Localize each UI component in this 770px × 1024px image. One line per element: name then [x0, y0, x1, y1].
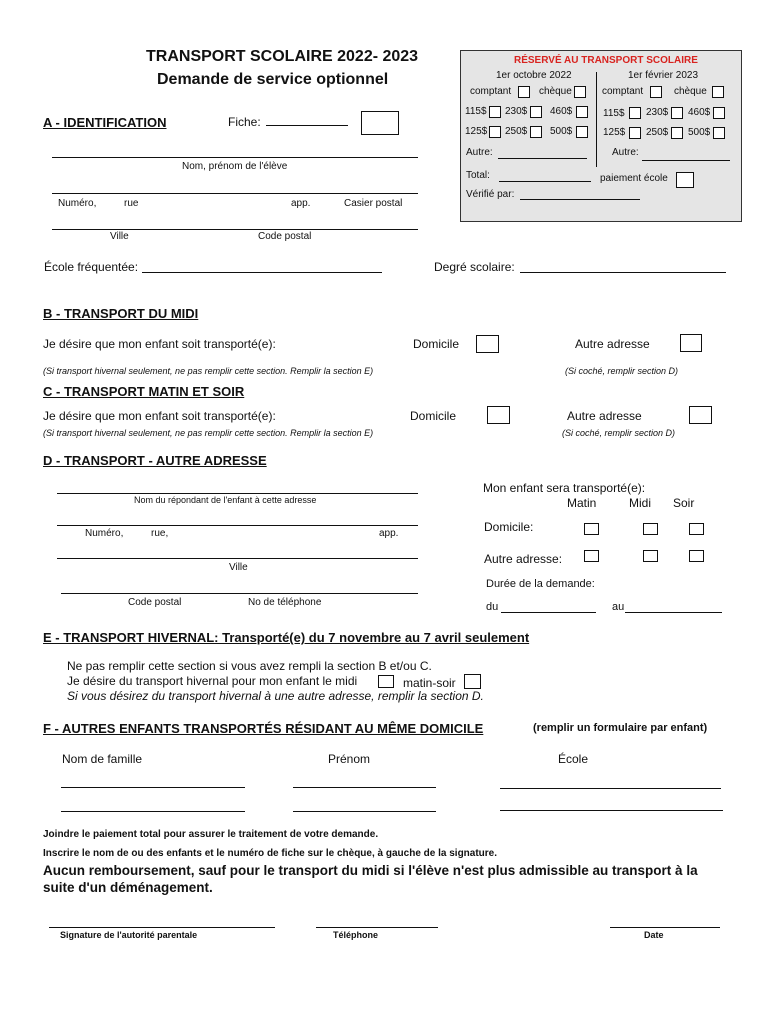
label-casier: Casier postal [344, 198, 403, 209]
d-domicile-soir-checkbox[interactable] [689, 523, 704, 535]
section-b-note-left: (Si transport hivernal seulement, ne pas remplir cette section. Remplir la section E) [43, 366, 374, 376]
fiche-box[interactable] [361, 111, 399, 135]
checkbox-comptant-feb[interactable] [650, 86, 662, 98]
f-prenom-line-2[interactable] [293, 811, 436, 812]
label-nom-eleve: Nom, prénom de l'élève [182, 161, 288, 172]
label-app: app. [291, 198, 311, 209]
section-f-title: F - AUTRES ENFANTS TRANSPORTÉS RÉSIDANT AU MÊME DOMICILE [43, 721, 484, 736]
signature-line[interactable] [49, 927, 275, 928]
degre-line[interactable] [520, 272, 726, 273]
label-cheque-2: chèque [674, 86, 707, 97]
col-ecole: École [558, 752, 589, 766]
section-e-line3: Si vous désirez du transport hivernal à une autre adresse, remplir la section D. [67, 689, 484, 703]
checkbox-230-feb[interactable] [671, 107, 683, 119]
label-ville: Ville [110, 231, 129, 242]
checkbox-230-oct[interactable] [530, 106, 542, 118]
label-d-numero: Numéro, [85, 528, 124, 539]
checkbox-paiement-ecole[interactable] [676, 172, 694, 188]
section-b-autre-label: Autre adresse [575, 337, 650, 351]
autre-oct-line[interactable] [498, 158, 587, 159]
section-e-line1: Ne pas remplir cette section si vous avez rempli la section B et/ou C. [67, 659, 432, 673]
label-numero: Numéro, [58, 198, 97, 209]
amount-460-feb: 460$ [688, 107, 711, 118]
section-e-line2: Je désire du transport hivernal pour mon enfant le midi [67, 674, 358, 688]
footer-line4: suite d'un déménagement. [43, 880, 213, 895]
d-autre-soir-checkbox[interactable] [689, 550, 704, 562]
label-d-rue: rue, [151, 528, 169, 539]
section-c-note-right: (Si coché, remplir section D) [562, 428, 676, 438]
f-prenom-line-1[interactable] [293, 787, 436, 788]
label-d-app: app. [379, 528, 399, 539]
amount-115-feb: 115$ [603, 108, 625, 119]
label-fiche: Fiche: [228, 115, 261, 129]
label-transporte: Mon enfant sera transporté(e): [483, 481, 646, 495]
amount-230-feb: 230$ [646, 107, 669, 118]
autre-feb-line[interactable] [642, 160, 730, 161]
label-d-code-postal: Code postal [128, 597, 182, 608]
section-c-autre-label: Autre adresse [567, 409, 642, 423]
label-comptant-2: comptant [602, 86, 644, 97]
checkbox-115-oct[interactable] [489, 106, 501, 118]
label-ecole: École fréquentée: [44, 260, 139, 274]
col-nom-famille: Nom de famille [62, 752, 143, 766]
section-f-note: (remplir un formulaire par enfant) [533, 722, 708, 734]
label-degre: Degré scolaire: [434, 260, 515, 274]
amount-500-feb: 500$ [688, 127, 711, 138]
label-verifie-par: Vérifié par: [466, 189, 515, 200]
checkbox-500-feb[interactable] [713, 127, 725, 139]
f-nom-line-2[interactable] [61, 811, 245, 812]
section-e-matin-soir-checkbox[interactable] [464, 674, 481, 689]
checkbox-460-feb[interactable] [713, 107, 725, 119]
ecole-line[interactable] [142, 272, 382, 273]
section-d-title: D - TRANSPORT - AUTRE ADRESSE [43, 453, 267, 468]
label-code-postal: Code postal [258, 231, 312, 242]
label-telephone: Téléphone [333, 930, 379, 940]
section-c-title: C - TRANSPORT MATIN ET SOIR [43, 384, 245, 399]
col-soir: Soir [673, 496, 695, 510]
telephone-line[interactable] [316, 927, 438, 928]
label-cheque-1: chèque [539, 86, 572, 97]
total-line[interactable] [499, 181, 591, 182]
d-autre-matin-checkbox[interactable] [584, 550, 599, 562]
checkbox-cheque-oct[interactable] [574, 86, 586, 98]
checkbox-comptant-oct[interactable] [518, 86, 530, 98]
reserved-title: RÉSERVÉ AU TRANSPORT SCOLAIRE [514, 55, 698, 66]
section-c-domicile-label: Domicile [410, 409, 457, 423]
amount-250-feb: 250$ [646, 127, 669, 138]
amount-230-oct: 230$ [505, 106, 528, 117]
label-au: au [612, 601, 625, 613]
section-b-note-right: (Si coché, remplir section D) [565, 366, 679, 376]
duree-au-line[interactable] [625, 612, 722, 613]
label-comptant-1: comptant [470, 86, 512, 97]
label-d-telephone: No de téléphone [248, 597, 322, 608]
section-c-domicile-checkbox[interactable] [487, 406, 510, 424]
section-b-domicile-checkbox[interactable] [476, 335, 499, 353]
label-paiement-ecole: paiement école [600, 173, 668, 184]
ville-eleve-line[interactable] [52, 229, 418, 230]
adresse-eleve-line[interactable] [52, 193, 418, 194]
code-tel-line[interactable] [61, 593, 418, 594]
form-subtitle: Demande de service optionnel [157, 71, 389, 88]
section-b-question: Je désire que mon enfant soit transporté(e): [43, 337, 276, 351]
section-e-title: E - TRANSPORT HIVERNAL: Transporté(e) du 7 novembre au 7 avril seulement [43, 630, 530, 645]
amount-125-oct: 125$ [465, 126, 488, 137]
label-rue: rue [124, 198, 139, 209]
section-c-note-left: (Si transport hivernal seulement, ne pas remplir cette section. Remplir la section E) [43, 428, 374, 438]
date-line[interactable] [610, 927, 720, 928]
section-b-title: B - TRANSPORT DU MIDI [43, 306, 199, 321]
checkbox-125-oct[interactable] [489, 126, 501, 138]
col-matin: Matin [567, 496, 597, 510]
d-domicile-midi-checkbox[interactable] [643, 523, 658, 535]
f-nom-line-1[interactable] [61, 787, 245, 788]
d-domicile-matin-checkbox[interactable] [584, 523, 599, 535]
checkbox-115-feb[interactable] [629, 107, 641, 119]
checkbox-460-oct[interactable] [576, 106, 588, 118]
col-prenom: Prénom [328, 752, 371, 766]
label-nom-repondant: Nom du répondant de l'enfant à cette adresse [134, 495, 317, 505]
checkbox-cheque-feb[interactable] [712, 86, 724, 98]
checkbox-250-feb[interactable] [671, 127, 683, 139]
label-signature: Signature de l'autorité parentale [60, 930, 198, 940]
label-duree: Durée de la demande: [486, 578, 595, 590]
section-b-domicile-label: Domicile [413, 337, 460, 351]
reserved-divider [596, 72, 597, 167]
section-e-midi-checkbox[interactable] [378, 675, 394, 688]
amount-460-oct: 460$ [550, 106, 573, 117]
section-a-title: A - IDENTIFICATION [43, 115, 167, 130]
fiche-line[interactable] [266, 125, 348, 126]
duree-du-line[interactable] [501, 612, 596, 613]
label-total: Total: [466, 170, 490, 181]
footer-line2: Inscrire le nom de ou des enfants et le numéro de fiche sur le chèque, à gauche de la signature. [43, 848, 498, 859]
label-d-ville: Ville [229, 562, 248, 573]
checkbox-125-feb[interactable] [629, 127, 641, 139]
amount-250-oct: 250$ [505, 126, 528, 137]
footer-line3: Aucun remboursement, sauf pour le transport du midi si l'élève n'est plus admissible au transport à la [43, 863, 698, 878]
adresse-d-line[interactable] [57, 525, 418, 526]
section-b-autre-checkbox[interactable] [680, 334, 702, 352]
section-c-question: Je désire que mon enfant soit transporté(e): [43, 409, 276, 423]
reserved-date-feb: 1er février 2023 [628, 70, 699, 81]
verifie-par-line[interactable] [520, 199, 640, 200]
label-autre-feb: Autre: [612, 147, 639, 158]
label-d-domicile: Domicile: [484, 520, 534, 534]
amount-500-oct: 500$ [550, 126, 573, 137]
f-ecole-line-2[interactable] [500, 810, 723, 811]
footer-line1: Joindre le paiement total pour assurer le traitement de votre demande. [43, 829, 379, 840]
section-c-autre-checkbox[interactable] [689, 406, 712, 424]
reserved-date-oct: 1er octobre 2022 [496, 70, 572, 81]
checkbox-250-oct[interactable] [530, 126, 542, 138]
form-title: TRANSPORT SCOLAIRE 2022- 2023 [146, 48, 419, 65]
amount-125-feb: 125$ [603, 127, 626, 138]
ville-d-line[interactable] [57, 558, 418, 559]
f-ecole-line-1[interactable] [500, 788, 721, 789]
nom-eleve-line[interactable] [52, 157, 418, 158]
label-du: du [486, 601, 499, 613]
repondant-line[interactable] [57, 493, 418, 494]
checkbox-500-oct[interactable] [576, 126, 588, 138]
label-d-autre-adresse: Autre adresse: [484, 552, 563, 566]
section-e-matin-soir-label: matin-soir [403, 676, 456, 690]
col-midi: Midi [629, 496, 652, 510]
d-autre-midi-checkbox[interactable] [643, 550, 658, 562]
label-autre-oct: Autre: [466, 147, 493, 158]
amount-115-oct: 115$ [465, 106, 487, 117]
label-date: Date [644, 930, 664, 940]
